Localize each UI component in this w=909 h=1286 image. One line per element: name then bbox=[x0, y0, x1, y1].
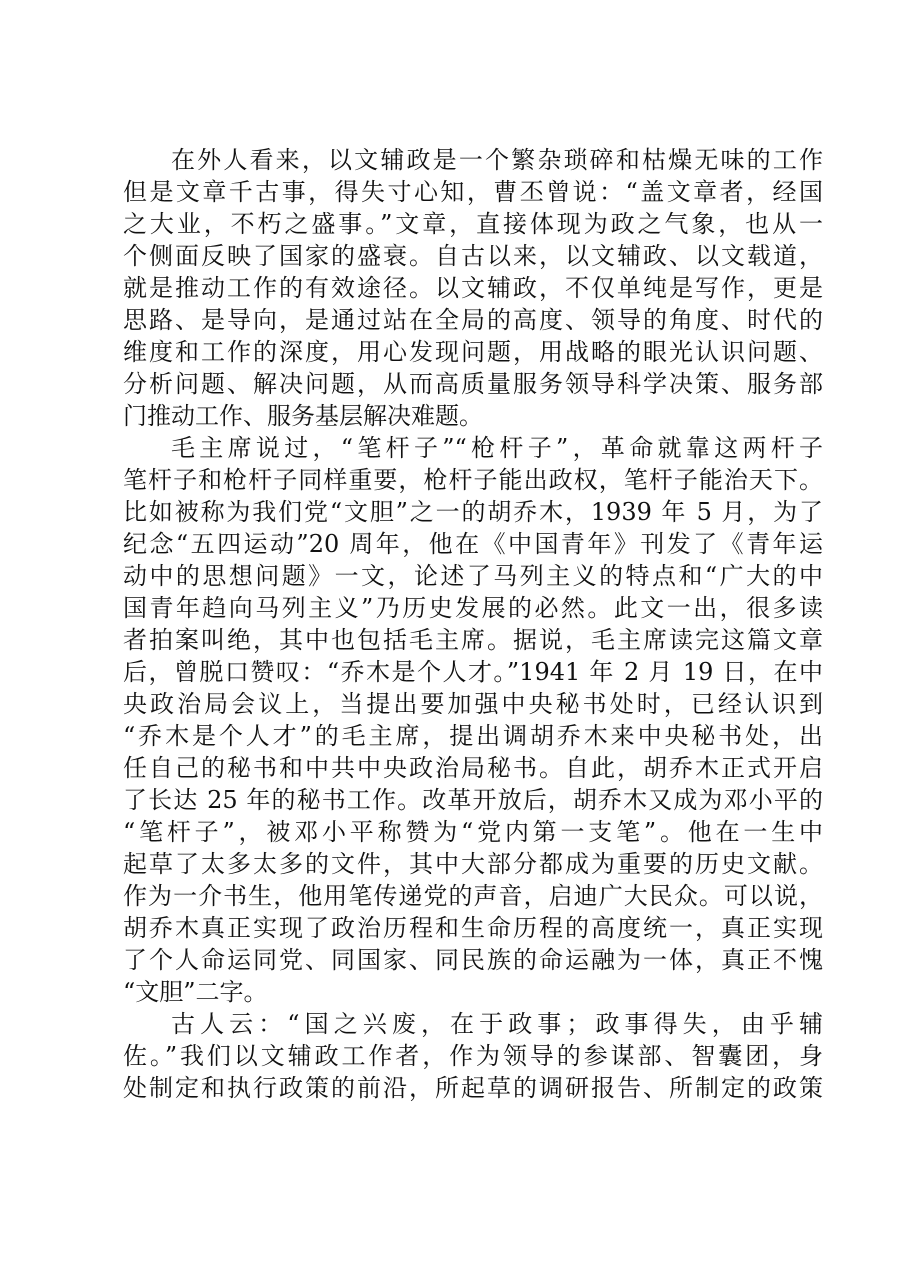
paragraph-1-line-4: 个侧面反映了国家的盛衰。自古以来，以文辅政、以文载道， bbox=[123, 242, 823, 270]
paragraph-3-line-3: 处制定和执行政策的前沿，所起草的调研报告、所制定的政策 bbox=[123, 1074, 823, 1102]
paragraph-2-line-6: 国青年趋向马列主义”乃历史发展的必然。此文一出，很多读 bbox=[123, 594, 823, 622]
paragraph-2-line-15: 作为一介书生，他用笔传递党的声音，启迪广大民众。可以说， bbox=[123, 882, 823, 910]
paragraph-2-line-9: 央政治局会议上，当提出要加强中央秘书处时，已经认识到 bbox=[123, 690, 823, 718]
paragraph-2-line-4: 纪念“五四运动”20 周年，他在《中国青年》刊发了《青年运 bbox=[123, 530, 823, 558]
paragraph-1-line-9: 门推动工作、服务基层解决难题。 bbox=[123, 402, 483, 430]
paragraph-2-line-1: 毛主席说过，“笔杆子”“枪杆子”，革命就靠这两杆子 bbox=[171, 434, 823, 462]
paragraph-1-line-2: 但是文章千古事，得失寸心知，曹丕曾说：“盖文章者，经国 bbox=[123, 178, 823, 206]
paragraph-2-line-13: “笔杆子”，被邓小平称赞为“党内第一支笔”。他在一生中 bbox=[123, 818, 823, 846]
paragraph-2-line-18: “文胆”二字。 bbox=[123, 978, 268, 1006]
paragraph-2-line-2: 笔杆子和枪杆子同样重要，枪杆子能出政权，笔杆子能治天下。 bbox=[123, 466, 823, 494]
paragraph-1-line-8: 分析问题、解决问题，从而高质量服务领导科学决策、服务部 bbox=[123, 370, 823, 398]
paragraph-2-line-11: 任自己的秘书和中共中央政治局秘书。自此，胡乔木正式开启 bbox=[123, 754, 823, 782]
document-body bbox=[123, 144, 823, 1104]
paragraph-2-line-7: 者拍案叫绝，其中也包括毛主席。据说，毛主席读完这篇文章 bbox=[123, 626, 823, 654]
paragraph-1-line-3: 之大业，不朽之盛事。”文章，直接体现为政之气象，也从一 bbox=[123, 210, 823, 238]
paragraph-2-line-3: 比如被称为我们党“文胆”之一的胡乔木，1939 年 5 月，为了 bbox=[123, 498, 823, 526]
paragraph-3-line-2: 佐。”我们以文辅政工作者，作为领导的参谋部、智囊团，身 bbox=[123, 1042, 823, 1070]
paragraph-2-line-12: 了长达 25 年的秘书工作。改革开放后，胡乔木又成为邓小平的 bbox=[123, 786, 823, 814]
paragraph-2-line-8: 后，曾脱口赞叹：“乔木是个人才。”1941 年 2 月 19 日，在中 bbox=[123, 658, 823, 686]
paragraph-1-line-5: 就是推动工作的有效途径。以文辅政，不仅单纯是写作，更是 bbox=[123, 274, 823, 302]
paragraph-1-line-7: 维度和工作的深度，用心发现问题，用战略的眼光认识问题、 bbox=[123, 338, 823, 366]
paragraph-2-line-14: 起草了太多太多的文件，其中大部分都成为重要的历史文献。 bbox=[123, 850, 823, 878]
paragraph-2-line-10: “乔木是个人才”的毛主席，提出调胡乔木来中央秘书处，出 bbox=[123, 722, 823, 750]
paragraph-3-line-1: 古人云：“国之兴废，在于政事；政事得失，由乎辅 bbox=[171, 1010, 823, 1038]
paragraph-2-line-17: 了个人命运同党、同国家、同民族的命运融为一体，真正不愧 bbox=[123, 946, 823, 974]
paragraph-2-line-5: 动中的思想问题》一文，论述了马列主义的特点和“广大的中 bbox=[123, 562, 823, 590]
paragraph-2-line-16: 胡乔木真正实现了政治历程和生命历程的高度统一，真正实现 bbox=[123, 914, 823, 942]
paragraph-1-line-6: 思路、是导向，是通过站在全局的高度、领导的角度、时代的 bbox=[123, 306, 823, 334]
paragraph-1-line-1: 在外人看来，以文辅政是一个繁杂琐碎和枯燥无味的工作 bbox=[171, 146, 823, 174]
